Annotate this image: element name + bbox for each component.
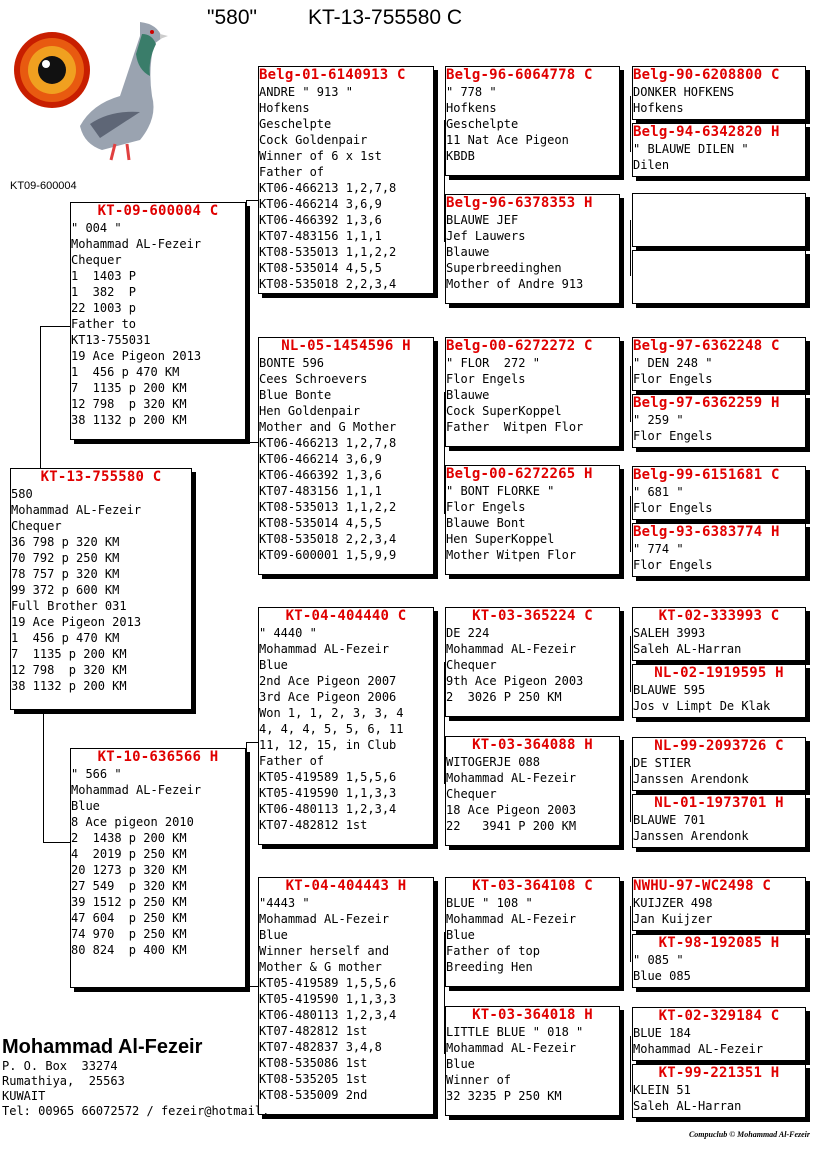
great-grandparent-card xyxy=(445,337,620,447)
connector-line xyxy=(246,742,258,743)
great-great-grandparent-card xyxy=(632,123,806,177)
great-great-grandparent-card xyxy=(632,523,806,577)
pigeon-info: " 566 " Mohammad AL-Fezeir Blue 8 Ace pigeon 2010 2 1438 p 200 KM 4 2019 p 250 KM 20 1273 p 320 KM 27 549 p 320 KM 39 1512 p 250 KM 47 604 p 250 KM 74 970 p 250 KM 80 824 p 400 KM xyxy=(71,767,202,957)
pigeon-info: WITOGERJE 088 Mohammad AL-Fezeir Chequer 18 Ace Pigeon 2003 22 3941 P 200 KM xyxy=(446,755,577,833)
ring-number: Belg-93-6383774 H xyxy=(633,524,780,540)
great-great-grandparent-card xyxy=(632,794,806,848)
pigeon-info: "4443 " Mohammad AL-Fezeir Blue Winner herself and Mother & G mother KT05-419589 1,5,5,6 KT05-419590 1,1,3,3 KT06-480113 1,2,3,4 KT07-482812 1st KT07-482837 3,4,8 KT08-535086 1st KT08-535205 1st KT08-535009 2nd xyxy=(259,896,397,1102)
pigeon-info: KLEIN 51 Saleh AL-Harran xyxy=(633,1083,742,1113)
ring-number: Belg-90-6208800 C xyxy=(633,67,780,83)
paternal-granddam-card xyxy=(258,337,434,575)
ring-number: Belg-00-6272272 C xyxy=(446,338,593,354)
ring-number: Belg-94-6342820 H xyxy=(633,124,780,140)
ring-number: KT-10-636566 H xyxy=(97,749,219,765)
subject-pigeon-card xyxy=(10,468,192,710)
pigeon-info: " 681 " Flor Engels xyxy=(633,485,713,515)
connector-line xyxy=(630,636,631,692)
ring-number: KT-02-333993 C xyxy=(658,608,780,624)
ring-number: Belg-00-6272265 H xyxy=(446,466,593,482)
ring-number: Belg-97-6362259 H xyxy=(633,395,780,411)
ring-number: KT-03-364018 H xyxy=(472,1007,593,1023)
connector-line xyxy=(40,326,41,468)
great-great-grandparent-card xyxy=(632,1007,806,1061)
pigeon-info: " 778 " Hofkens Geschelpte 11 Nat Ace Pigeon KBDB xyxy=(446,85,569,163)
pigeon-info: " 774 " Flor Engels xyxy=(633,542,713,572)
ring-number: KT-98-192085 H xyxy=(658,935,780,951)
photo-caption: KT09-600004 xyxy=(10,180,77,192)
ring-number: Belg-01-6140913 C xyxy=(259,67,406,83)
pigeon-info: DE 224 Mohammad AL-Fezeir Chequer 9th Ace Pigeon 2003 2 3026 P 250 KM xyxy=(446,626,584,704)
ring-number: KT-03-364088 H xyxy=(472,737,593,753)
great-grandparent-card xyxy=(445,607,620,717)
connector-line xyxy=(246,742,247,986)
great-grandparent-card xyxy=(445,1006,620,1116)
great-great-grandparent-card-empty xyxy=(632,250,806,304)
great-great-grandparent-card xyxy=(632,66,806,120)
great-great-grandparent-card xyxy=(632,466,806,520)
owner-contact xyxy=(2,1036,269,1119)
pigeon-ring-number: KT-13-755580 C xyxy=(308,6,463,29)
connector-line xyxy=(43,842,70,843)
paternal-grandsire-card xyxy=(258,66,434,294)
connector-line xyxy=(630,766,631,822)
great-great-grandparent-card xyxy=(632,877,806,931)
pigeon-info: SALEH 3993 Saleh AL-Harran xyxy=(633,626,742,656)
pigeon-nickname: "580" xyxy=(207,6,257,29)
connector-line xyxy=(246,442,258,443)
great-great-grandparent-card xyxy=(632,934,806,988)
pigeon-info: " BONT FLORKE " Flor Engels Blauwe Bont Hen SuperKoppel Mother Witpen Flor xyxy=(446,484,577,562)
pigeon-info: BLAUWE 701 Janssen Arendonk xyxy=(633,813,749,843)
pigeon-info: " 004 " Mohammad AL-Fezeir Chequer 1 1403 P 1 382 P 22 1003 p Father to KT13-755031 19 Ace Pigeon 2013 1 456 p 470 KM 7 1135 p 200 KM 12 798 p 320 KM 38 1132 p 200 KM xyxy=(71,221,202,427)
ring-number: KT-99-221351 H xyxy=(658,1065,780,1081)
connector-line xyxy=(246,200,247,442)
great-grandparent-card xyxy=(445,66,620,176)
ring-number: Belg-96-6378353 H xyxy=(446,195,593,211)
great-great-grandparent-card xyxy=(632,1064,806,1118)
sire-card xyxy=(70,202,246,440)
pigeon-info: BLUE " 108 " Mohammad AL-Fezeir Blue Father of top Breeding Hen xyxy=(446,896,577,974)
ring-number: NL-99-2093726 C xyxy=(654,738,784,754)
ring-number: KT-04-404443 H xyxy=(285,878,407,894)
owner-address: P. O. Box 33274 Rumathiya, 25563 KUWAIT Tel: 00965 66072572 / fezeir@hotmail. xyxy=(2,1059,270,1118)
great-great-grandparent-card xyxy=(632,664,806,718)
great-great-grandparent-card xyxy=(632,737,806,791)
connector-line xyxy=(40,326,70,327)
ring-number: KT-03-365224 C xyxy=(472,608,593,624)
great-great-grandparent-card xyxy=(632,337,806,391)
pigeon-info: " BLAUWE DILEN " Dilen xyxy=(633,142,749,172)
ring-number: NWHU-97-WC2498 C xyxy=(633,878,772,894)
pigeon-info: " 085 " Blue 085 xyxy=(633,953,691,983)
ring-number: Belg-97-6362248 C xyxy=(633,338,780,354)
great-great-grandparent-card-empty xyxy=(632,193,806,247)
pigeon-info: KUIJZER 498 Jan Kuijzer xyxy=(633,896,713,926)
pigeon-photo xyxy=(60,16,170,166)
maternal-grandsire-card xyxy=(258,607,434,845)
connector-line xyxy=(630,496,631,552)
pigeon-info: 580 Mohammad AL-Fezeir Chequer 36 798 p 320 KM 70 792 p 250 KM 78 757 p 320 KM 99 372 p 600 KM Full Brother 031 19 Ace Pigeon 2013 1 456 p 470 KM 7 1135 p 200 KM 12 798 p 320 KM 38 1132 p 200 KM xyxy=(11,487,142,693)
great-great-grandparent-card xyxy=(632,394,806,448)
great-grandparent-card xyxy=(445,877,620,987)
ring-number: NL-01-1973701 H xyxy=(654,795,784,811)
great-grandparent-card xyxy=(445,736,620,846)
pigeon-info: BLAUWE 595 Jos v Limpt De Klak xyxy=(633,683,771,713)
connector-line xyxy=(630,906,631,962)
pigeon-info: BONTE 596 Cees Schroevers Blue Bonte Hen Goldenpair Mother and G Mother KT06-466213 1,2,7,8 KT06-466214 3,6,9 KT06-466392 1,3,6 KT07-483156 1,1,1 KT08-535013 1,1,2,2 KT08-535014 4,5,5 KT08-535018 2,2,3,4 KT09-600001 1,5,9,9 xyxy=(259,356,397,562)
connector-line xyxy=(630,1036,631,1092)
ring-number: KT-13-755580 C xyxy=(40,469,162,485)
pigeon-info: " 4440 " Mohammad AL-Fezeir Blue 2nd Ace Pigeon 2007 3rd Ace Pigeon 2006 Won 1, 1, 2, 3, 3, 4 4, 4, 4, 5, 5, 6, 11 11, 12, 15, in Club Father of KT05-419589 1,5,5,6 KT05-419590 1,1,3,3 KT06-480113 1,2,3,4 KT07-482812 1st xyxy=(259,626,404,832)
pigeon-info: DONKER HOFKENS Hofkens xyxy=(633,85,735,115)
ring-number: KT-02-329184 C xyxy=(658,1008,780,1024)
ring-number: NL-02-1919595 H xyxy=(654,665,784,681)
pigeon-info: BLUE 184 Mohammad AL-Fezeir xyxy=(633,1026,764,1056)
pigeon-info: BLAUWE JEF Jef Lauwers Blauwe Superbreedinghen Mother of Andre 913 xyxy=(446,213,584,291)
ring-number: KT-03-364108 C xyxy=(472,878,593,894)
ring-number: NL-05-1454596 H xyxy=(281,338,411,354)
ring-number: KT-04-404440 C xyxy=(285,608,407,624)
pigeon-info: " DEN 248 " Flor Engels xyxy=(633,356,713,386)
great-grandparent-card xyxy=(445,194,620,304)
great-grandparent-card xyxy=(445,465,620,575)
connector-line xyxy=(246,200,258,201)
pigeon-info: " FLOR 272 " Flor Engels Blauwe Cock SuperKoppel Father Witpen Flor xyxy=(446,356,584,434)
connector-line xyxy=(246,986,258,987)
connector-line xyxy=(43,712,44,842)
maternal-granddam-card xyxy=(258,877,434,1115)
ring-number: KT-09-600004 C xyxy=(97,203,219,219)
pigeon-info: DE STIER Janssen Arendonk xyxy=(633,756,749,786)
connector-line xyxy=(630,220,631,276)
pigeon-info: ANDRE " 913 " Hofkens Geschelpte Cock Goldenpair Winner of 6 x 1st Father of KT06-466213 1,2,7,8 KT06-466214 3,6,9 KT06-466392 1,3,6 KT07-483156 1,1,1 KT08-535013 1,1,2,2 KT08-535014 4,5,5 KT08-535018 2,2,3,4 xyxy=(259,85,397,291)
ring-number: Belg-99-6151681 C xyxy=(633,467,780,483)
connector-line xyxy=(630,96,631,152)
dam-card xyxy=(70,748,246,988)
pigeon-info: LITTLE BLUE " 018 " Mohammad AL-Fezeir Blue Winner of 32 3235 P 250 KM xyxy=(446,1025,584,1103)
owner-name: Mohammad Al-Fezeir xyxy=(2,1036,203,1058)
pigeon-info: " 259 " Flor Engels xyxy=(633,413,713,443)
great-great-grandparent-card xyxy=(632,607,806,661)
software-credit: Compuclub © Mohammad Al-Fezeir xyxy=(688,1130,810,1139)
ring-number: Belg-96-6064778 C xyxy=(446,67,593,83)
connector-line xyxy=(630,366,631,422)
